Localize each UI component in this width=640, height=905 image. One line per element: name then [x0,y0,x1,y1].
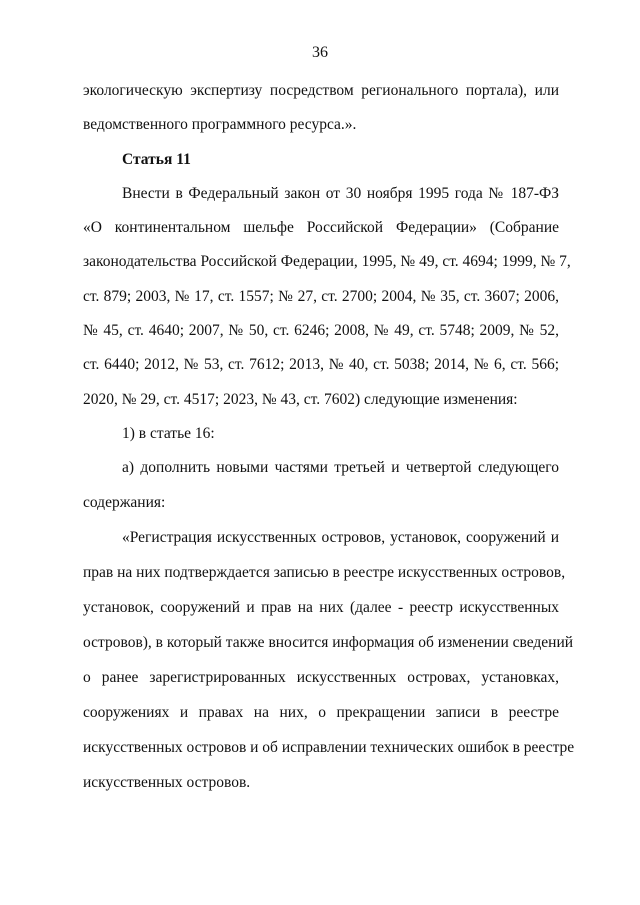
text-line: островов), в который также вносится информация об изменении сведений [83,634,574,651]
text-line: установок, сооружений и прав на них (далее - реестр искусственных [83,599,559,616]
text-line: № 45, ст. 4640; 2007, № 50, ст. 6246; 2008, № 49, ст. 5748; 2009, № 52, [83,322,559,339]
text-line: сооружениях и правах на них, о прекращении записи в реестре [83,704,559,721]
text-line: содержания: [83,494,166,511]
text-line: ст. 6440; 2012, № 53, ст. 7612; 2013, № 40, ст. 5038; 2014, № 6, ст. 566; [83,356,559,373]
article-heading: Статья 11 [122,151,191,168]
text-line: а) дополнить новыми частями третьей и четвертой следующего [122,459,559,476]
text-line: 1) в статье 16: [122,425,215,442]
text-line: экологическую экспертизу посредством регионального портала), или [83,82,559,99]
text-line: «Регистрация искусственных островов, установок, сооружений и [122,529,559,546]
text-line: ст. 879; 2003, № 17, ст. 1557; № 27, ст. 2700; 2004, № 35, ст. 3607; 2006, [83,288,559,305]
text-line: «О континентальном шельфе Российской Федерации» (Собрание [83,219,559,236]
text-line: 2020, № 29, ст. 4517; 2023, № 43, ст. 7602) следующие изменения: [83,391,518,408]
text-line: прав на них подтверждается записью в реестре искусственных островов, [83,564,566,581]
page-number: 36 [312,44,328,61]
text-line: Внести в Федеральный закон от 30 ноября 1995 года № 187-ФЗ [122,185,559,202]
text-line: ведомственного программного ресурса.». [83,116,357,133]
text-line: законодательства Российской Федерации, 1995, № 49, ст. 4694; 1999, № 7, [83,253,571,270]
text-line: искусственных островов и об исправлении технических ошибок в реестре [83,739,575,756]
text-line: искусственных островов. [83,774,251,791]
text-line: о ранее зарегистрированных искусственных островах, установках, [83,669,559,686]
